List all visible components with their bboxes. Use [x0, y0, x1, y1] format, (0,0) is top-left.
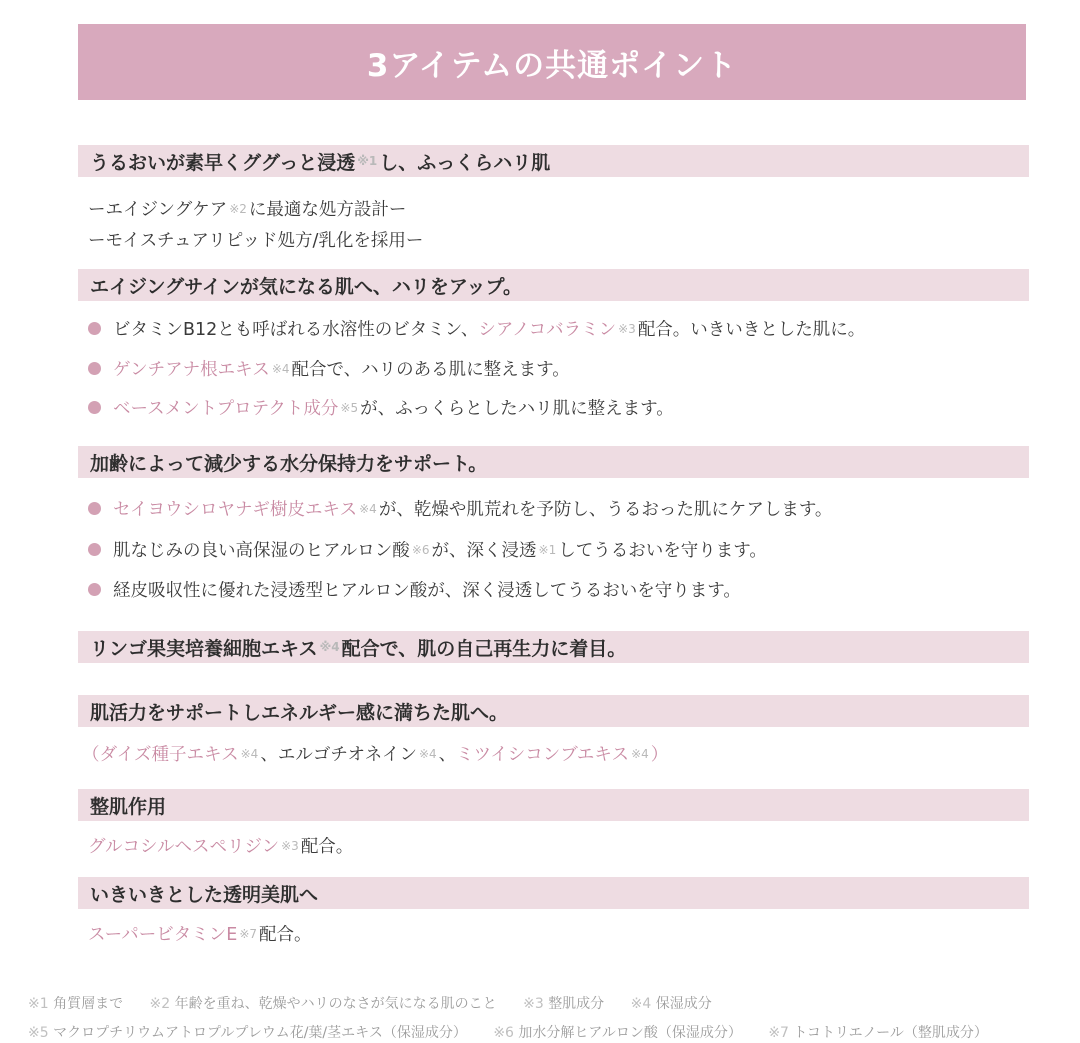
ingredient-name: スーパービタミンE — [88, 925, 238, 945]
line-text: 配合。 — [259, 925, 312, 945]
bullet-item — [88, 356, 570, 381]
bullet-item — [88, 395, 674, 420]
heading-text: いきいきとした透明美肌へ — [90, 883, 319, 906]
footnote: ※2 年齢を重ね、乾燥やハリのなさが気になる肌のこと — [149, 996, 497, 1012]
bullet-dot-icon — [88, 583, 101, 596]
footnote-mark: ※6 — [411, 542, 430, 557]
section-heading-moisture — [78, 446, 1029, 478]
bullet-item — [88, 316, 865, 341]
bullet-item — [88, 577, 741, 602]
footnote-mark: ※4 — [631, 746, 649, 761]
footnotes-row-1 — [28, 993, 734, 1013]
bullet-dot-icon — [88, 502, 101, 515]
footnote: ※5 マクロプチリウムアトロプルプレウム花/葉/茎エキス（保湿成分） — [28, 1025, 467, 1041]
footnote-mark: ※4 — [319, 640, 340, 654]
footnote-mark: ※4 — [418, 746, 437, 761]
heading-text: うるおいが素早くググっと浸透 — [90, 151, 356, 174]
item-text: ビタミンB12とも呼ばれる水溶性のビタミン、 — [113, 320, 479, 340]
heading-text: エイジングサインが気になる肌へ、ハリをアップ。 — [90, 275, 522, 298]
section-heading-clear-skin — [78, 877, 1029, 909]
footnote-mark: ※1 — [538, 542, 557, 557]
item-text: 配合で、ハリのある肌に整えます。 — [291, 360, 570, 380]
footnote-mark: ※1 — [357, 154, 378, 168]
line-text: に最適な処方設計ー — [248, 200, 407, 220]
item-text: が、深く浸透 — [431, 541, 537, 561]
section-heading-firmness — [78, 269, 1029, 301]
footnote: ※1 角質層まで — [28, 996, 124, 1012]
line-text: ーエイジングケア — [88, 200, 228, 220]
paren: ） — [650, 745, 669, 765]
heading-text: 配合で、肌の自己再生力に着目。 — [341, 637, 627, 660]
ingredient-name: グルコシルヘスペリジン — [88, 837, 280, 857]
ingredient-name: ゲンチアナ根エキス — [113, 360, 270, 380]
feature-line — [88, 227, 423, 252]
footnote-mark: ※3 — [618, 321, 636, 336]
section-heading-energy — [78, 695, 1029, 727]
footnote-mark: ※2 — [229, 201, 247, 216]
footnote: ※4 保湿成分 — [630, 996, 712, 1012]
footnote-mark: ※4 — [359, 501, 377, 516]
line-text: ーモイスチュアリピッド処方/乳化を採用ー — [88, 231, 424, 251]
item-text: が、乾燥や肌荒れを予防し、うるおった肌にケアします。 — [378, 500, 833, 520]
footnote: ※7 トコトリエノール（整肌成分） — [768, 1025, 988, 1041]
footnotes-row-2 — [28, 1022, 1010, 1042]
item-text: 配合。いきいきとした肌に。 — [637, 320, 866, 340]
page-title: 3アイテムの共通ポイント — [366, 47, 738, 84]
item-text: してうるおいを守ります。 — [558, 541, 767, 561]
footnote-mark: ※5 — [340, 400, 359, 415]
ingredient-line — [88, 921, 312, 946]
ingredient-name: ダイズ種子エキス — [99, 745, 239, 765]
section-heading-apple-stem-cell — [78, 631, 1029, 663]
heading-text: し、ふっくらハリ肌 — [379, 151, 551, 174]
paren: （ — [82, 745, 100, 765]
heading-text: リンゴ果実培養細胞エキス — [90, 637, 318, 660]
section-heading-skin-conditioning — [78, 789, 1029, 821]
section-heading-penetration — [78, 145, 1029, 177]
title-banner — [78, 24, 1026, 100]
item-text: 肌なじみの良い高保湿のヒアルロン酸 — [113, 541, 410, 561]
bullet-item — [88, 496, 832, 521]
item-text: 経皮吸収性に優れた浸透型ヒアルロン酸が、深く浸透してうるおいを守ります。 — [113, 581, 741, 601]
footnote-mark: ※7 — [239, 926, 258, 941]
bullet-dot-icon — [88, 322, 101, 335]
ingredient-name: ミツイシコンブエキス — [456, 745, 630, 765]
bullet-item — [88, 537, 767, 562]
item-text: が、ふっくらとしたハリ肌に整えます。 — [360, 399, 674, 419]
footnote: ※3 整肌成分 — [523, 996, 605, 1012]
line-text: 配合。 — [300, 837, 354, 857]
separator: 、 — [438, 745, 457, 765]
ingredient-name: シアノコバラミン — [478, 320, 617, 340]
heading-text: 加齢によって減少する水分保持力をサポート。 — [90, 452, 488, 475]
footnote: ※6 加水分解ヒアルロン酸（保湿成分） — [493, 1025, 742, 1041]
ingredient-line — [82, 741, 668, 766]
bullet-dot-icon — [88, 362, 101, 375]
bullet-dot-icon — [88, 543, 101, 556]
footnote-mark: ※3 — [281, 838, 299, 853]
bullet-dot-icon — [88, 401, 101, 414]
feature-line — [88, 196, 406, 221]
ingredient-line — [88, 833, 353, 858]
footnote-mark: ※4 — [240, 746, 259, 761]
ingredient-name: セイヨウシロヤナギ樹皮エキス — [113, 500, 358, 520]
ingredient-name: ベースメントプロテクト成分 — [113, 399, 339, 419]
heading-text: 肌活力をサポートしエネルギー感に満ちた肌へ。 — [90, 701, 509, 724]
footnote-mark: ※4 — [271, 361, 290, 376]
ingredient-name: 、エルゴチオネイン — [260, 745, 417, 765]
heading-text: 整肌作用 — [90, 795, 167, 818]
